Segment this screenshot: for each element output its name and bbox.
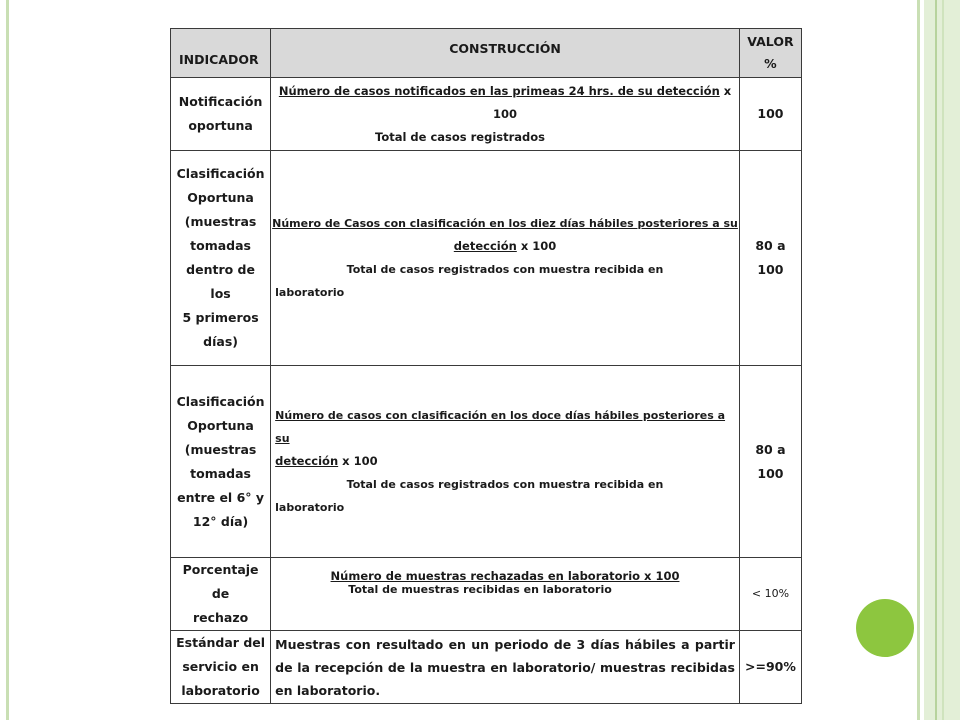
table-row	[171, 151, 802, 366]
indicador-line: dentro de los	[186, 262, 255, 301]
construccion-cell	[271, 631, 740, 704]
formula-denominator: Total de casos registrados con muestra recibida en	[346, 478, 664, 491]
table-row	[171, 631, 802, 704]
indicador-cell	[171, 558, 271, 631]
construccion-cell	[271, 558, 740, 631]
indicador-line: Estándar del	[176, 635, 266, 650]
header-valor-line2: %	[764, 56, 777, 71]
indicators-table	[170, 28, 802, 704]
valor-line: 100	[757, 465, 784, 481]
valor-line: < 10%	[751, 587, 790, 600]
slide-right-border-outer	[942, 0, 944, 720]
formula-multiplier: x 100	[520, 239, 557, 253]
valor-cell	[739, 366, 801, 558]
table-row	[171, 558, 802, 631]
formula-numerator-end: detección	[453, 239, 517, 253]
header-valor	[739, 29, 801, 78]
indicador-line: tomadas	[190, 465, 251, 481]
indicador-line: Oportuna	[187, 190, 254, 205]
indicador-cell	[171, 151, 271, 366]
table-row	[171, 366, 802, 558]
indicador-line: entre el 6° y	[177, 489, 265, 505]
formula-denominator: Total de casos registrados con muestra recibida en	[346, 263, 664, 276]
indicador-line: oportuna	[188, 118, 253, 133]
indicador-line: 12° día)	[192, 513, 249, 529]
indicador-line: Clasificación	[176, 393, 265, 409]
indicador-cell	[171, 366, 271, 558]
indicador-line: Oportuna	[187, 417, 254, 433]
standard-text: Muestras con resultado en un periodo de 3 días hábiles a partir de la recepción de la muestra en laboratorio/ muestras recibidas en laboratorio.	[275, 636, 735, 698]
formula-numerator: Número de muestras rechazadas en laboratorio x 100	[330, 569, 680, 583]
indicador-cell	[171, 78, 271, 151]
green-circle-decoration	[856, 599, 914, 657]
indicador-line: Porcentaje de	[182, 562, 259, 601]
valor-cell	[739, 631, 801, 704]
table-row	[171, 78, 802, 151]
indicators-table-image	[170, 28, 802, 698]
valor-line: 80 a	[755, 238, 786, 253]
construccion-cell	[271, 366, 740, 558]
indicador-line: días)	[203, 334, 238, 349]
indicador-cell	[171, 631, 271, 704]
valor-cell	[739, 558, 801, 631]
valor-line: 100	[757, 106, 784, 121]
construccion-cell	[271, 78, 740, 151]
formula-multiplier: x	[723, 83, 732, 98]
indicador-line: 5 primeros	[182, 310, 259, 325]
indicador-line: Notificación	[178, 94, 263, 109]
formula-denominator: Total de muestras recibidas en laboratorio	[348, 583, 612, 596]
formula-numerator-end: detección	[275, 454, 339, 468]
indicador-line: Clasificación	[176, 166, 265, 181]
valor-line: 80 a	[755, 441, 786, 457]
valor-cell	[739, 78, 801, 151]
indicador-line: (muestras	[184, 441, 257, 457]
formula-multiplier: x 100	[342, 454, 378, 468]
formula-numerator: Número de Casos con clasificación en los diez días hábiles posteriores a su	[272, 217, 738, 230]
formula-denominator-end: laboratorio	[275, 286, 345, 299]
formula-hundred: 100	[493, 106, 518, 121]
header-construccion: CONSTRUCCIÓN	[271, 29, 740, 78]
indicador-line: servicio en	[182, 659, 259, 674]
indicador-line: (muestras	[184, 214, 257, 229]
valor-line: >=90%	[745, 659, 796, 674]
indicador-line: rechazo	[192, 610, 249, 625]
formula-denominator-end: laboratorio	[275, 501, 345, 514]
header-valor-line1: VALOR	[747, 34, 794, 49]
table-header-row	[171, 29, 802, 78]
valor-cell	[739, 151, 801, 366]
indicador-line: tomadas	[190, 238, 251, 253]
formula-numerator: Número de casos con clasificación en los doce días hábiles posteriores a su	[275, 409, 726, 445]
formula-denominator: Total de casos registrados	[375, 129, 546, 144]
slide-right-border-inner	[935, 0, 937, 720]
formula-numerator: Número de casos notificados en las primeas 24 hrs. de su detección	[278, 83, 720, 98]
valor-line: 100	[757, 262, 784, 277]
indicador-line: laboratorio	[181, 683, 260, 698]
construccion-cell	[271, 151, 740, 366]
slide-right-border	[917, 0, 920, 720]
slide-left-border	[6, 0, 9, 720]
header-indicador: INDICADOR	[171, 29, 271, 78]
